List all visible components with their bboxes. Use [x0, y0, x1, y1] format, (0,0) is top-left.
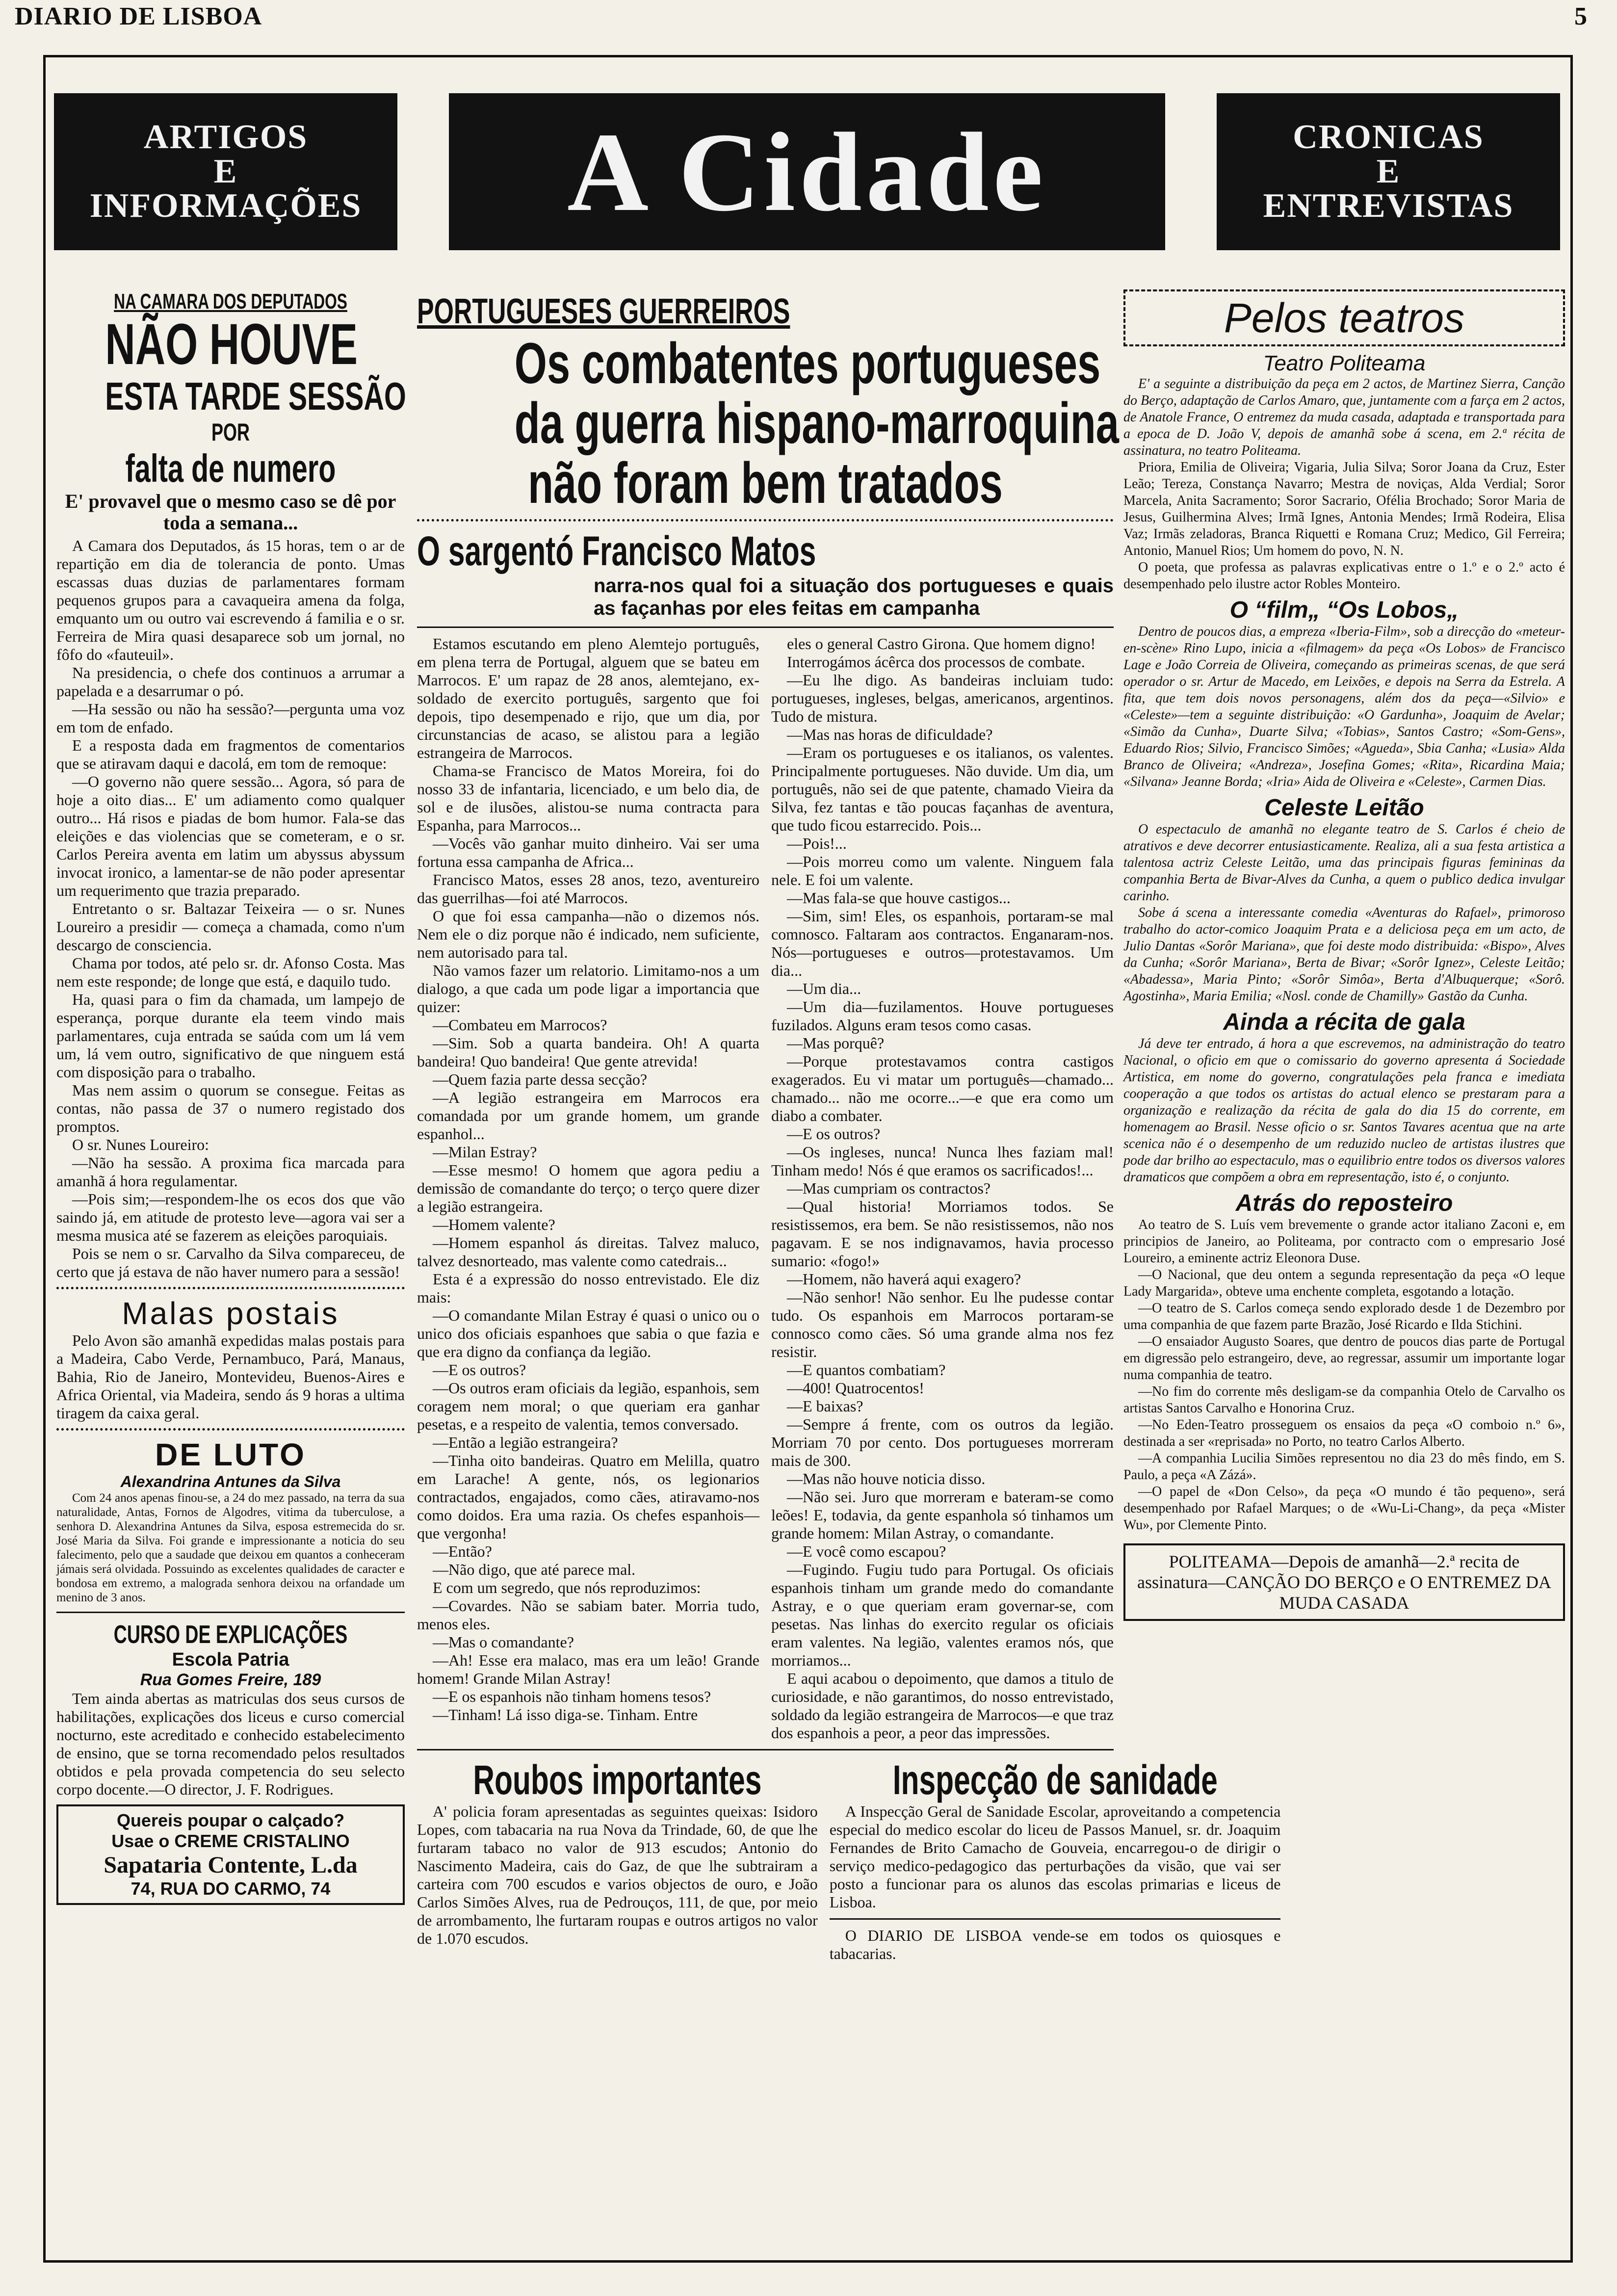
paragraph: —Então a legião estrangeira?	[433, 1434, 618, 1451]
column-right	[1123, 289, 1565, 1621]
paragraph: —Esse mesmo! O homem que agora pediu a demissão de comandante do terço; o terço quere dizer a legião estrangeira.	[417, 1161, 759, 1215]
paragraph: —O Nacional, que deu ontem a segunda representação da peça «O leque Lady Margarida», obteve uma enchente completa, esgotando a lotação.	[1123, 1267, 1565, 1299]
masthead-right-line: CRONICAS	[1293, 118, 1484, 156]
paragraph: —Mas cumpriam os contractos?	[787, 1179, 991, 1197]
inspeccao-body: A Inspecção Geral de Sanidade Escolar, aproveitando a competencia especial do medico escolar do liceu de Passos Manuel, sr. dr. Joaquim Fernandes de Brito Camacho de Gouveia, encarregou-o de dirigir o serviço medico-pedagogico das perturbações da visão, que vai ser posto a funcionar para os alunos das escolas primarias e liceus de Lisboa.	[829, 1802, 1281, 1911]
camara-headline-2: ESTA TARDE SESSÃO	[105, 374, 406, 418]
roubos-title: Roubos importantes	[473, 1757, 762, 1803]
paragraph: O espectaculo de amanhã no elegante teatro de S. Carlos é cheio de atrativos e deve decorrer entusiasticamente. Realiza, ali a sua festa artistica a talentosa actriz Celeste Leitão, uma das principais figuras femininas da companhia Berta de Bivar-Alves da Cunha, a quem o publico dedica invulgar carinho.	[1123, 822, 1565, 904]
paragraph: —E quantos combatiam?	[787, 1361, 946, 1379]
paragraph: Ha, quasi para o fim da chamada, um lampejo de esperança, porque durante ela teem vindo mais parlamentares, cuja entrada se saúda com um lá vem um, lá vem outro, significativo de que ninguem está com disposição para o trabalho.	[56, 991, 405, 1081]
paragraph: Já deve ter entrado, á hora a que escrevemos, na administração do teatro Nacional, o oficio em que o comissario do governo apresenta á Sociedade Artistica, em nome do governo, congratulações pela franca e imediata cooperação a que todos os artistas do actual elenco se prestaram para a organização e realização da récita de gala do dia 15 do corrente, em homenagem ao Brasil. Nesse oficio o sr. Santos Tavares acentua que na arte scenica não é o desempenho de um reduzido nucleo de artistas ilustres que pode dar brilho ao espectaculo, mas o equilibrio entre todos os diversos valores dramaticos que compõem a obra em representação, isto é, o conjunto.	[1123, 1036, 1565, 1185]
paragraph: A Camara dos Deputados, ás 15 horas, tem o ar de repartição em dia de tolerancia de ponto. Umas escassas duas duzias de parlamentares formam pequenos grupos para a cavaqueira amena da folga, emquanto um ou outro vai escrevendo á familia e o sr. Ferreira de Mira quasi desaparece sob um jornal, no fôfo do «fauteuil».	[56, 537, 405, 663]
paragraph: E a resposta dada em fragmentos de comentarios que se atiravam daqui e dacolá, em tom de remoque:	[56, 736, 405, 772]
camara-headline-1: NÃO HOUVE	[105, 312, 358, 377]
paragraph: —Sempre á frente, com os outros da legião. Morriam 70 por cento. Dos portugueses morreram mais de 300.	[771, 1415, 1114, 1469]
masthead-right-line: ENTREVISTAS	[1263, 187, 1514, 225]
sapataria-ad	[56, 1804, 405, 1905]
politeama-box	[1123, 1543, 1565, 1621]
politeama-box-text: POLITEAMA—Depois de amanhã—2.ª recita de assinatura—CANÇÃO DO BERÇO e O ENTREMEZ DA MUDA CASADA	[1137, 1552, 1551, 1613]
paragraph: Chama por todos, até pelo sr. dr. Afonso Costa. Mas nem este responde; de longe que está, e daquilo tudo.	[56, 954, 405, 990]
section-title: O “film„ “Os Lobos„	[1229, 597, 1459, 623]
paragraph: —Milan Estray?	[433, 1143, 537, 1161]
roubos-body: A' policia foram apresentadas as seguintes queixas: Isidoro Lopes, com tabacaria na rua Nova da Trindade, 60, de que lhe furtaram tabaco no valor de 913 escudos; Antonio do Nascimento Madeira, cais do Gaz, de que lhe subtrairam a carteira com 700 escudos e varios objectos de ouro, e João Carlos Simões Alves, rua de Pedrouços, 111, de que, por meio de arrombamento, lhe furtaram roupas e outros artigos no valor de 1.070 escudos.	[417, 1802, 818, 1947]
masthead-left-box	[54, 93, 397, 250]
masthead-left-line: ARTIGOS	[143, 118, 308, 156]
paragraph: —Não senhor! Não senhor. Eu lhe pudesse contar tudo. Os espanhois em Marrocos portaram-se connosco como cães. Só uma grande alma nos fez resistir.	[771, 1288, 1114, 1360]
ad-line: 74, RUA DO CARMO, 74	[130, 1879, 331, 1899]
paragraph: —O ensaiador Augusto Soares, que dentro de poucos dias parte de Portugal em digressão pelo estrangeiro, deve, ao regressar, assumir um importante logar numa companhia de teatro.	[1123, 1334, 1565, 1383]
roubos-article	[417, 1757, 818, 1963]
paragraph: —Um dia...	[787, 980, 861, 997]
paragraph: —E os outros?	[787, 1125, 881, 1143]
paragraph: —Então?	[433, 1542, 492, 1560]
paragraph: —O papel de «Don Celso», da peça «O mundo é tão pequeno», será desempenhado por Rafael Marques; o de «Wu-Li-Chang», da peça «Mister Wu», por Clemente Pinto.	[1123, 1484, 1565, 1533]
camara-deck: E' provavel que o mesmo caso se dê por toda a semana...	[65, 490, 396, 534]
paragraph: E aqui acabou o depoimento, que damos a titulo de curiosidade, e não garantimos, do nosso entrevistado, soldado da legião estrangeira de Marrocos—e que traz dos espanhois a peor, a peor das impressões.	[771, 1670, 1114, 1742]
running-head: DIARIO DE LISBOA	[15, 2, 262, 30]
paragraph: —Homem valente?	[433, 1216, 555, 1233]
paragraph: —Pois!...	[787, 835, 847, 852]
paragraph: —Os outros eram oficiais da legião, espanhois, sem coragem nem moral; o que queriam era ganhar pesetas, e a respeito de valentia, temos conversado.	[417, 1379, 759, 1433]
paragraph: —Vocês vão ganhar muito dinheiro. Vai ser uma fortuna essa campanha de Africa...	[417, 835, 759, 870]
paragraph: —No Eden-Teatro prosseguem os ensaios da peça «O comboio n.º 6», destinada a ser «reprisada» no Porto, no teatro Carlos Alberto.	[1123, 1417, 1565, 1449]
guerreiros-headline-2: da guerra hispano-marroquina	[514, 391, 1119, 456]
paragraph: —A legião estrangeira em Marrocos era comandada por um grande homem, um grande espanhol...	[417, 1089, 759, 1143]
paragraph: —Mas o comandante?	[433, 1633, 574, 1651]
masthead-right-line: E	[1376, 153, 1401, 190]
masthead-right-box	[1217, 93, 1560, 250]
teatros-title-box	[1123, 289, 1565, 346]
paragraph: —E os outros?	[433, 1361, 526, 1379]
paragraph: —Eu lhe digo. As bandeiras incluiam tudo: portugueses, ingleses, belgas, americanos, argentinos. Tudo de mistura.	[771, 671, 1114, 725]
paragraph: Chama-se Francisco de Matos Moreira, foi do nosso 33 de infantaria, licenciado, e um belo dia, de sol e de ilusões, alistou-se numa contracta para Espanha, para Marrocos...	[417, 762, 759, 834]
paragraph: Não vamos fazer um relatorio. Limitamo-nos a um dialogo, a que cada um pode ligar a importancia que quizer:	[417, 962, 759, 1016]
paragraph: —E você como escapou?	[787, 1542, 946, 1560]
paragraph: —O teatro de S. Carlos começa sendo explorado desde 1 de Dezembro por uma companhia de que fazem parte Brazão, José Ricardo e Ilda Stichini.	[1123, 1301, 1565, 1332]
paragraph: —Não sei. Juro que morreram e bateram-se como leões! E, todavia, da gente espanhola só tinhamos um grande homem: Milan Astray, o comandante.	[771, 1488, 1114, 1542]
ad-line: Quereis poupar o calçado?	[116, 1810, 345, 1830]
paragraph: Priora, Emilia de Oliveira; Vigaria, Julia Silva; Soror Joana da Cruz, Ester Leão; Tereza, Constança Navarro; Mestra de noviças, Alda Verdial; Soror Marcela, Anita Sacramento; Soror Sacrario, Ofélia Brochado; Soror Maria de Jesus, Guilhermina Alves; Irmã Ignes, Antonia Mendes; Irmã Rodeira, Elisa Vaz; Irmãs zeladoras, Branca Riquetti e Romana Cruz; Medico, Gil Ferreira; Antonio, Manuel Rios; Um homem do povo, N. N.	[1123, 460, 1565, 558]
section-title: Ainda a récita de gala	[1223, 1009, 1465, 1035]
paragraph: —Homem, não haverá aqui exagero?	[787, 1270, 1021, 1288]
paragraph: —Combateu em Marrocos?	[433, 1016, 607, 1034]
ad-line: Sapataria Contente, L.da	[104, 1852, 358, 1878]
paragraph: —Mas porquê?	[787, 1034, 885, 1052]
curso-body: Tem ainda abertas as matriculas dos seus cursos de habilitações, explicações dos liceus e curso comercial nocturno, este acreditado e conhecido estabelecimento de ensino, que se torna recomendado pelos resultados obtidos e pela provada competencia do seu selecto corpo docente.—O director, J. F. Rodrigues.	[56, 1690, 405, 1798]
paragraph: —Quem fazia parte dessa secção?	[433, 1070, 648, 1088]
paragraph: E com um segredo, que nós reproduzimos:	[433, 1579, 701, 1596]
paragraph: —Ah! Esse era malaco, mas era um leão! Grande homem! Grande Milan Astray!	[417, 1651, 759, 1687]
paragraph: —O comandante Milan Estray é quasi o unico ou o unico dos oficiais espanhoes que sabia o que fazia e que era digno da confiança da legião.	[417, 1306, 759, 1360]
paragraph: Esta é a expressão do nosso entrevistado. Ele diz mais:	[417, 1270, 759, 1306]
page-number: 5	[1574, 2, 1588, 30]
section-title: Celeste Leitão	[1264, 795, 1424, 821]
camara-headline-3: POR	[211, 418, 250, 446]
masthead-left-line: E	[213, 153, 238, 190]
paragraph: —Homem espanhol ás direitas. Talvez maluco, talvez desnorteado, mas valente como catedrais...	[417, 1234, 759, 1270]
paragraph: Entretanto o sr. Baltazar Teixeira — o sr. Nunes Loureiro a presidir — começa a chamada, como n'um descargo de consciencia.	[56, 900, 405, 954]
divider	[830, 1918, 1281, 1920]
luto-name: Alexandrina Antunes da Silva	[120, 1473, 341, 1490]
section-title: Teatro Politeama	[1263, 351, 1426, 375]
paragraph: Na presidencia, o chefe dos continuos a arrumar a papelada e a desarrumar o pó.	[56, 664, 405, 700]
paragraph: —Qual historia! Morriamos todos. Se resistissemos, era bem. Se não resistissemos, não nos pagavam. E se nos indignavamos, havia processo sumario: «fogo!»	[771, 1198, 1114, 1270]
camara-body	[56, 537, 405, 1281]
divider	[417, 626, 1114, 628]
paragraph: Sobe á scena a interessante comedia «Aventuras do Rafael», primoroso trabalho do actor-comico Joaquim Prata e a deliciosa peça em um acto, de Julio Dantas «Sorôr Mariana», que foi deste modo distribuida: «Bispo», Alves da Cunha; «Sorôr Mariana», Berta de Bivar; «Sorôr Ignez», Celeste Leitão; «Abadessa», Maria Pinto; «Sorôr Simôa», Berta d'Albuquerque; «Sorô. Agostinha», Maria Emilia; «Nosl. conde de Chamilly» Gastão da Cunha.	[1123, 905, 1565, 1004]
curso-sub: Escola Patria	[172, 1649, 289, 1670]
matos-body	[417, 635, 1114, 1742]
paragraph: —E baixas?	[787, 1397, 863, 1415]
bottom-briefs	[417, 1757, 1281, 1963]
paragraph: eles o general Castro Girona. Que homem digno!	[787, 635, 1096, 652]
matos-subhead: O sargentó Francisco Matos	[417, 528, 816, 574]
matos-body-right	[771, 635, 1114, 1742]
paragraph: —Sim. Sob a quarta bandeira. Oh! A quarta bandeira! Quo bandeira! Que gente atrevida!	[417, 1034, 759, 1070]
paragraph: —Porque protestavamos contra castigos exagerados. Eu vi matar um português—chamado... chamado... não me ocorre...—e que era como um diabo a combater.	[771, 1052, 1114, 1124]
paragraph: O sr. Nunes Loureiro:	[72, 1136, 209, 1153]
paragraph: —Os ingleses, nunca! Nunca lhes faziam mal! Tinham medo! Nós é que eramos os sacrificados!...	[771, 1143, 1114, 1179]
paragraph: Dentro de poucos dias, a empreza «Iberia-Film», sob a direcção do «meteur-en-scène» Rino Lupo, inicia a «filmagem» da peça «Os Lobos» de Francisco Lage e João Correia de Oliveira, começando as primeiras scenas, de que será operador o sr. Artur de Macedo, em Leixões, e depois na Serra da Estrela. A fita, que tem dois novos personagens, além dos da peça—«Silvio» e «Celeste»—tem a seguinte distribuição: «O Gardunha», Joaquim de Avelar; «Simão da Cunha», Duarte Silva; «Tobias», Santos Castro; «Som-Gens», Eduardo Rios; Silvio, Francisco Simões; «Agueda», Sbia Canha; «Lusia» Alda Branco de Oliveira; «Andreza», Josefina Gomes; «Rita», Ricardina Maia; «Silvana» Jeanne Borda; «Iria» Aida de Oliveira e «Celeste», Carmen Dias.	[1123, 624, 1565, 789]
paragraph: —Não ha sessão. A proxima fica marcada para amanhã á hora regulamentar.	[56, 1154, 405, 1190]
paragraph: —Eram os portugueses e os italianos, os valentes. Principalmente portugueses. Não duvide. Um dia, um português, não sei de que patente, chamado Vieira da Silva, fez tantas e tão poucas façanhas de aventura, que tudo ficou estarrecido. Pois...	[771, 744, 1114, 834]
paragraph: Francisco Matos, esses 28 anos, tezo, aventureiro das guerrilhas—foi até Marrocos.	[417, 871, 759, 907]
paragraph: Estamos escutando em pleno Alemtejo português, em plena terra de Portugal, alguem que se bateu em Marrocos. E' um rapaz de 28 anos, alemtejano, ex-soldado de exercito português, sargento que foi depois, tipo desempenado e rijo, que um dia, por circunstancias de acaso, se alistou para a legião estrangeira de Marrocos.	[417, 635, 759, 761]
paragraph: —Mas nas horas de dificuldade?	[787, 726, 993, 743]
inspeccao-title: Inspecção de sanidade	[892, 1757, 1218, 1803]
camara-headline-4: falta de numero	[125, 446, 336, 490]
luto-body: Com 24 anos apenas finou-se, a 24 do mez passado, na terra da sua naturalidade, Antas, Fornos de Algodres, vitima da tuberculose, a senhora D. Alexandrina Antunes da Silva, esposa estremecida do sr. José Maria da Silva. Foi grande e impressionante a noticia do seu falecimento, pelo que a saudade que deixou em quantos a conheceram jámais será olvidada. Possuindo as excelentes qualidades de caracter e bondosa em extremo, a malograda senhora deixou na orfandade um menino de 3 anos.	[56, 1491, 405, 1604]
divider	[56, 1428, 405, 1431]
paragraph: Mas nem assim o quorum se consegue. Feitas as contas, não passa de 37 o numero registado dos promptos.	[56, 1081, 405, 1135]
paragraph: —Covardes. Não se sabiam bater. Morria tudo, menos eles.	[417, 1597, 759, 1633]
paragraph: —Ha sessão ou não ha sessão?—pergunta uma voz em tom de enfado.	[56, 700, 405, 736]
matos-body-left	[417, 635, 759, 1742]
column-left	[56, 289, 405, 1905]
malas-body: Pelo Avon são amanhã expedidas malas postais para a Madeira, Cabo Verde, Pernambuco, Pará, Manaus, Bahia, Rio de Janeiro, Montevideu, Buenos-Aires e Africa Oriental, via Madeira, sendo ás 9 horas a ultima tiragem da caixa geral.	[56, 1331, 405, 1422]
camara-kicker: NA CAMARA DOS DEPUTADOS	[114, 289, 347, 313]
paragraph: —Tinham! Lá isso diga-se. Tinham. Entre	[433, 1706, 698, 1723]
paragraph: E' a seguinte a distribuição da peça em 2 actos, de Martinez Sierra, Canção do Berço, adaptação de Carlos Amaro, que, juntamente com a farça em 2 actos, de Anatole France, O entremez da muda casada, adaptada e transportada para a epoca de D. João V, depois de amanhã sobe á scena, em 2.ª récita de assinatura, no teatro Politeama.	[1123, 376, 1565, 458]
paragraph: —O governo não quere sessão... Agora, só para de hoje a oito dias... E' um adiamento como qualquer outro... Há risos e piadas de bom humor. Fala-se das eleições e das violencias que se cometeram, e o sr. Carlos Pereira aventa em latim um abyssus abyssum invocat ironico, a lamentar-se de não poder apresentar um requerimento que trazia preparado.	[56, 773, 405, 899]
paragraph: O que foi essa campanha—não o dizemos nós. Nem ele o diz porque não é indicado, nem suficiente, nem autorisado para tal.	[417, 907, 759, 961]
diario-note: O DIARIO DE LISBOA vende-se em todos os quiosques e tabacarias.	[829, 1927, 1281, 1962]
column-center	[417, 289, 1281, 1963]
guerreiros-headline-3: não foram bem tratados	[528, 451, 1003, 516]
divider	[56, 1287, 405, 1289]
masthead-title: A Cidade	[449, 93, 1165, 250]
luto-title: DE LUTO	[155, 1437, 306, 1472]
malas-title: Malas postais	[122, 1296, 339, 1331]
paragraph: —Tinha oito bandeiras. Quatro em Melilla, quatro em Larache! A gente, nós, os legionarios contractados, engajados, como cães, atiravamo-nos como doidos. Era uma razia. Os chefes espanhois—que vergonha!	[417, 1452, 759, 1542]
paragraph: —Não digo, que até parece mal.	[433, 1561, 636, 1578]
curso-address: Rua Gomes Freire, 189	[140, 1670, 321, 1689]
paragraph: —E os espanhois não tinham homens tesos?	[433, 1688, 711, 1705]
divider	[417, 519, 1114, 522]
paragraph: —A companhia Lucilia Simões representou no dia 23 do mês findo, em S. Paulo, a peça «A Zázá».	[1123, 1451, 1565, 1483]
divider	[417, 1749, 1114, 1750]
paragraph: Ao teatro de S. Luís vem brevemente o grande actor italiano Zaconi e, em principios de Janeiro, ao Politeama, por contracto com o empresario José Loureiro, a eminente actriz Eleonora Duse.	[1123, 1217, 1565, 1266]
paragraph: —Pois morreu como um valente. Ninguem fala nele. E foi um valente.	[771, 853, 1114, 888]
section-title: Atrás do reposteiro	[1235, 1190, 1453, 1216]
guerreiros-kicker: PORTUGUESES GUERREIROS	[417, 292, 790, 331]
ad-line: Usae o CREME CRISTALINO	[111, 1831, 350, 1851]
paragraph: —Um dia—fuzilamentos. Houve portugueses fuzilados. Alguns eram tesos como casas.	[771, 998, 1114, 1034]
teatros-title: Pelos teatros	[1224, 295, 1465, 341]
paragraph: —Mas fala-se que houve castigos...	[787, 889, 1011, 907]
inspeccao-article	[830, 1757, 1281, 1963]
paragraph: —Sim, sim! Eles, os espanhois, portaram-se mal comnosco. Faltaram aos contractos. Enganaram-nos. Nós—portugueses e outros—protestavamos. Um dia...	[771, 907, 1114, 979]
masthead-left-line: INFORMAÇÕES	[89, 187, 362, 225]
masthead	[54, 93, 1560, 255]
paragraph: —No fim do corrente mês desligam-se da companhia Otelo de Carvalho os artistas Santos Carvalho e Honorina Cruz.	[1123, 1384, 1565, 1416]
divider	[56, 1612, 405, 1613]
paragraph: Pois se nem o sr. Carvalho da Silva compareceu, de certo que já estava de não haver numero para a sessão!	[56, 1245, 405, 1280]
paragraph: —Fugindo. Fugiu tudo para Portugal. Os oficiais espanhois tinham um grande medo do comandante Astray, e o que queriam eram governar-se, com pesetas. Nas linhas do exercito regular os oficiais eram valentes. Na legião, valentes eramos nós, que morriamos...	[771, 1561, 1114, 1669]
guerreiros-headline-1: Os combatentes portugueses	[514, 331, 1101, 396]
paragraph: Interrogámos ácêrca dos processos de combate.	[787, 653, 1085, 671]
paragraph: —400! Quatrocentos!	[787, 1379, 924, 1397]
matos-deck: narra-nos qual foi a situação dos portugueses e quais as façanhas por eles feitas em campanha	[594, 575, 1114, 619]
curso-title: CURSO DE EXPLICAÇÕES	[113, 1620, 348, 1649]
paragraph: O poeta, que professa as palavras explicativas entre o 1.º e o 2.º acto é desempenhado pelo ilustre actor Robles Monteiro.	[1123, 560, 1565, 592]
paragraph: —Pois sim;—respondem-lhe os ecos dos que vão saindo já, em atitude de protesto leve—agora vai ser a mesma musica até se fazerem as eleições paroquiais.	[56, 1190, 405, 1244]
paragraph: —Mas não houve noticia disso.	[787, 1470, 986, 1487]
